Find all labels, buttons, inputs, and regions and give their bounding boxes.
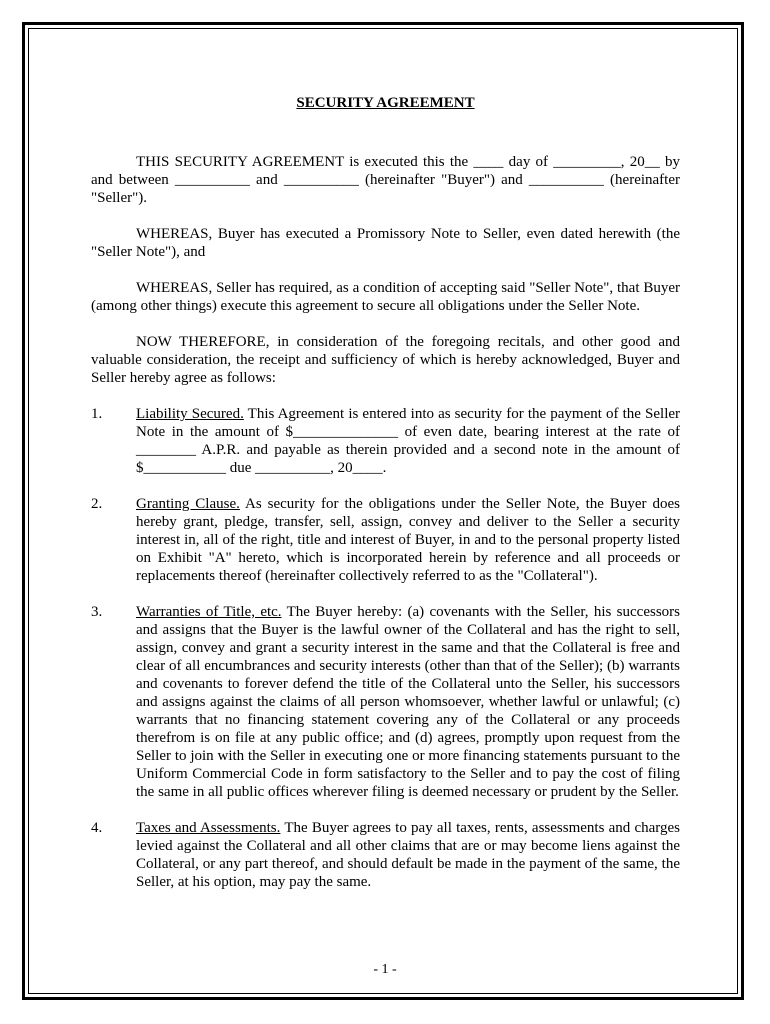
section-taxes-and-assessments	[91, 819, 680, 891]
intro-paragraph: THIS SECURITY AGREEMENT is executed this the ____ day of _________, 20__ by and between __________ and __________ (hereinafter "Buyer") and __________ (hereinafter "Seller").	[91, 154, 680, 206]
section-warranties-of-title	[91, 603, 680, 801]
section-heading: Warranties of Title, etc.	[136, 604, 282, 620]
section-number: 3.	[91, 604, 103, 620]
section-heading: Liability Secured.	[136, 406, 244, 422]
section-granting-clause	[91, 495, 680, 585]
whereas-paragraph-2: WHEREAS, Seller has required, as a condition of accepting said "Seller Note", that Buyer (among other things) execute this agreement to secure all obligations under the Seller Note.	[91, 280, 680, 314]
section-number: 1.	[91, 406, 103, 422]
section-text: The Buyer hereby: (a) covenants with the Seller, his successors and assigns that the Buyer is the lawful owner of the Collateral and has the right to sell, assign, convey and grant a security interest in the same and that the Collateral is free and clear of all encumbrances and security interests (other than that of the Seller); (b) warrants and covenants to forever defend the title of the Collateral unto the Seller, his successors and assigns against the claims of all person whomsoever, whether lawful or unlawful; (c) warrants that no financing statement covering any of the Collateral or any proceeds therefrom is on file at any public office; and (d) agrees, promptly upon request from the Seller to join with the Seller in executing one or more financing statements pursuant to the Uniform Commercial Code in form satisfactory to the Seller and to pay the cost of filing the same in all public offices wherever filing is deemed necessary or prudent by the Seller.	[136, 604, 680, 800]
whereas-paragraph-1: WHEREAS, Buyer has executed a Promissory Note to Seller, even dated herewith (the "Seller Note"), and	[91, 226, 680, 260]
section-text: The Buyer agrees to pay all taxes, rents, assessments and charges levied against the Collateral and all other claims that are or may become liens against the Collateral, or any part thereof, and should default be made in the payment of the same, the Seller, at his option, may pay the same.	[136, 820, 680, 890]
page-number: - 1 -	[373, 962, 397, 977]
document-body	[91, 94, 680, 909]
section-heading: Taxes and Assessments.	[136, 820, 281, 836]
section-text: As security for the obligations under the Seller Note, the Buyer does hereby grant, pledge, transfer, sell, assign, convey and deliver to the Seller a security interest in, all of the right, title and interest of Buyer, in and to the personal property listed on Exhibit "A" hereto, which is incorporated herein by reference and all proceeds or replacements thereof (hereinafter collectively referred to as the "Collateral").	[136, 496, 680, 584]
document-title: SECURITY AGREEMENT	[296, 95, 475, 111]
section-liability-secured	[91, 405, 680, 477]
section-number: 2.	[91, 496, 103, 512]
now-therefore-paragraph: NOW THEREFORE, in consideration of the foregoing recitals, and other good and valuable consideration, the receipt and sufficiency of which is hereby acknowledged, Buyer and Seller hereby agree as follows:	[91, 334, 680, 386]
section-number: 4.	[91, 820, 103, 836]
section-heading: Granting Clause.	[136, 496, 240, 512]
section-text: This Agreement is entered into as security for the payment of the Seller Note in the amount of $______________ of even date, bearing interest at the rate of ________ A.P.R. and payable as therein provided and a second note in the amount of $___________ due __________, 20____.	[136, 406, 681, 476]
